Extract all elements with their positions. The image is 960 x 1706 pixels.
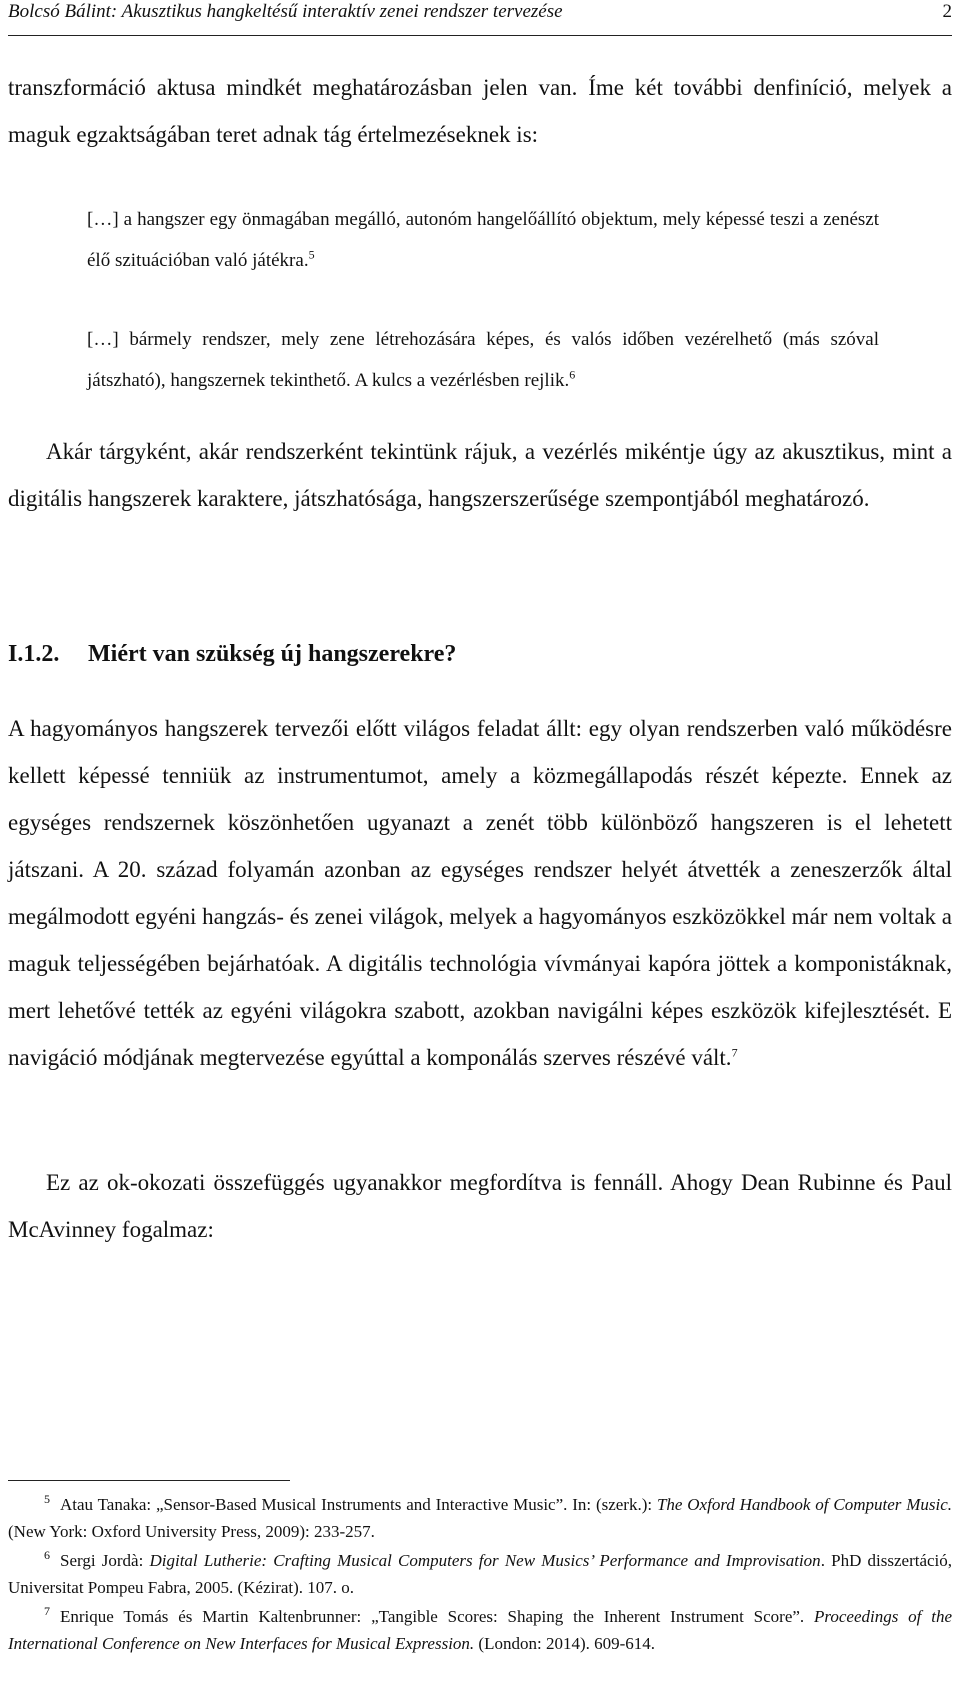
footnote-ref-6[interactable]: 6 bbox=[569, 367, 576, 382]
okozati-paragraph bbox=[8, 1159, 952, 1253]
footnote-text: Sergi Jordà: bbox=[60, 1551, 150, 1570]
akar-paragraph bbox=[8, 428, 952, 522]
section-number: I.1.2. bbox=[8, 641, 60, 667]
header-title: Bolcsó Bálint: Akusztikus hangkeltésű interaktív zenei rendszer tervezése bbox=[8, 1, 563, 22]
footnote-text: Atau Tanaka: „Sensor-Based Musical Instruments and Interactive Music”. In: (szerk.): bbox=[60, 1495, 657, 1514]
footnote-5: 5 Atau Tanaka: „Sensor-Based Musical Instruments and Interactive Music”. In: (szerk.): The Oxford Handbook of Computer Music. (New York: Oxford University Press, 2009): 233-257. bbox=[8, 1492, 952, 1541]
page-number: 2 bbox=[942, 1, 952, 22]
footnote-italic-title: Proceedings of the International Conference on New Interfaces for Musical Expression. bbox=[8, 1607, 952, 1653]
footnote-italic-title: Digital Lutherie: Crafting Musical Computers for New Musics’ Performance and Improvisation bbox=[149, 1551, 821, 1570]
header-divider bbox=[8, 35, 952, 36]
footnote-7: 7 Enrique Tomás és Martin Kaltenbrunner: „Tangible Scores: Shaping the Inherent Instrument Score”. Proceedings of the International Conference on New Interfaces for Musical Expression. (London: 2014). 609-614. bbox=[8, 1604, 952, 1653]
akar-text: Akár tárgyként, akár rendszerként tekintünk rájuk, a vezérlés mikéntje úgy az akusztikus, mint a digitális hangszerek karaktere, játszhatósága, hangszerszerűsége szempontjából meghatározó. bbox=[8, 439, 952, 511]
footnote-text-end: (London: 2014). 609-614. bbox=[474, 1634, 656, 1653]
section-heading bbox=[8, 641, 456, 668]
footnote-ref-7[interactable]: 7 bbox=[731, 1045, 738, 1060]
hagyomanyos-text: A hagyományos hangszerek tervezői előtt világos feladat állt: egy olyan rendszerben való működésre kellett képessé tenniük az instrumentumot, amely a közmegállapodás részét képezte. Ennek az egységes rendszernek köszönhetően ugyanazt a zenét több különböző hangszeren is el lehetett játszani. A 20. század folyamán azonban az egységes rendszer helyét átvették a zeneszerzők által megálmodott egyéni hangzás- és zenei világok, melyek a hagyományos eszközökkel már nem voltak a maguk teljességében bejárhatóak. A digitális technológia vívmányai kapóra jöttek a komponistáknak, mert lehetővé tették az egyéni világokra szabott, azokban navigálni képes eszközök kifejlesztését. E navigáció módjának megtervezése egyúttal a komponálás szerves részévé vált. bbox=[8, 716, 952, 1070]
intro-text: transzformáció aktusa mindkét meghatározásban jelen van. Íme két további denfiníció, melyek a maguk egzaktságában teret adnak tág értelmezéseknek is: bbox=[8, 75, 952, 147]
footnote-text-end: . PhD disszertáció, Universitat Pompeu Fabra, 2005. (Kézirat). 107. o. bbox=[8, 1551, 953, 1597]
footnote-italic-title: The Oxford Handbook of Computer Music. bbox=[656, 1495, 952, 1514]
okozati-text: Ez az ok-okozati összefüggés ugyanakkor megfordítva is fennáll. Ahogy Dean Rubinne és Paul McAvinney fogalmaz: bbox=[8, 1170, 952, 1242]
footnote-text: Enrique Tomás és Martin Kaltenbrunner: „Tangible Scores: Shaping the Inherent Instrument Score”. bbox=[60, 1607, 814, 1626]
section-title: Miért van szükség új hangszerekre? bbox=[88, 641, 457, 667]
hagyomanyos-paragraph bbox=[8, 705, 952, 1081]
footnote-text-end: (New York: Oxford University Press, 2009): 233-257. bbox=[8, 1522, 375, 1541]
footnote-6: 6 Sergi Jordà: Digital Lutherie: Crafting Musical Computers for New Musics’ Performance and Improvisation. PhD disszertáció, Universitat Pompeu Fabra, 2005. (Kézirat). 107. o. bbox=[8, 1548, 953, 1597]
block-quote-2 bbox=[87, 319, 879, 401]
quote-2-text: […] bármely rendszer, mely zene létrehozására képes, és valós időben vezérelhető (más szóval játszható), hangszernek tekinthető. A kulcs a vezérlésben rejlik. bbox=[87, 329, 879, 391]
quote-1-text: […] a hangszer egy önmagában megálló, autonóm hangelőállító objektum, mely képessé teszi a zenészt élő szituációban való játékra. bbox=[87, 209, 879, 271]
footnote-divider bbox=[8, 1480, 290, 1481]
intro-paragraph bbox=[8, 64, 952, 158]
block-quote-1 bbox=[87, 199, 879, 281]
footnote-ref-5[interactable]: 5 bbox=[308, 247, 315, 262]
running-header bbox=[8, 0, 952, 32]
